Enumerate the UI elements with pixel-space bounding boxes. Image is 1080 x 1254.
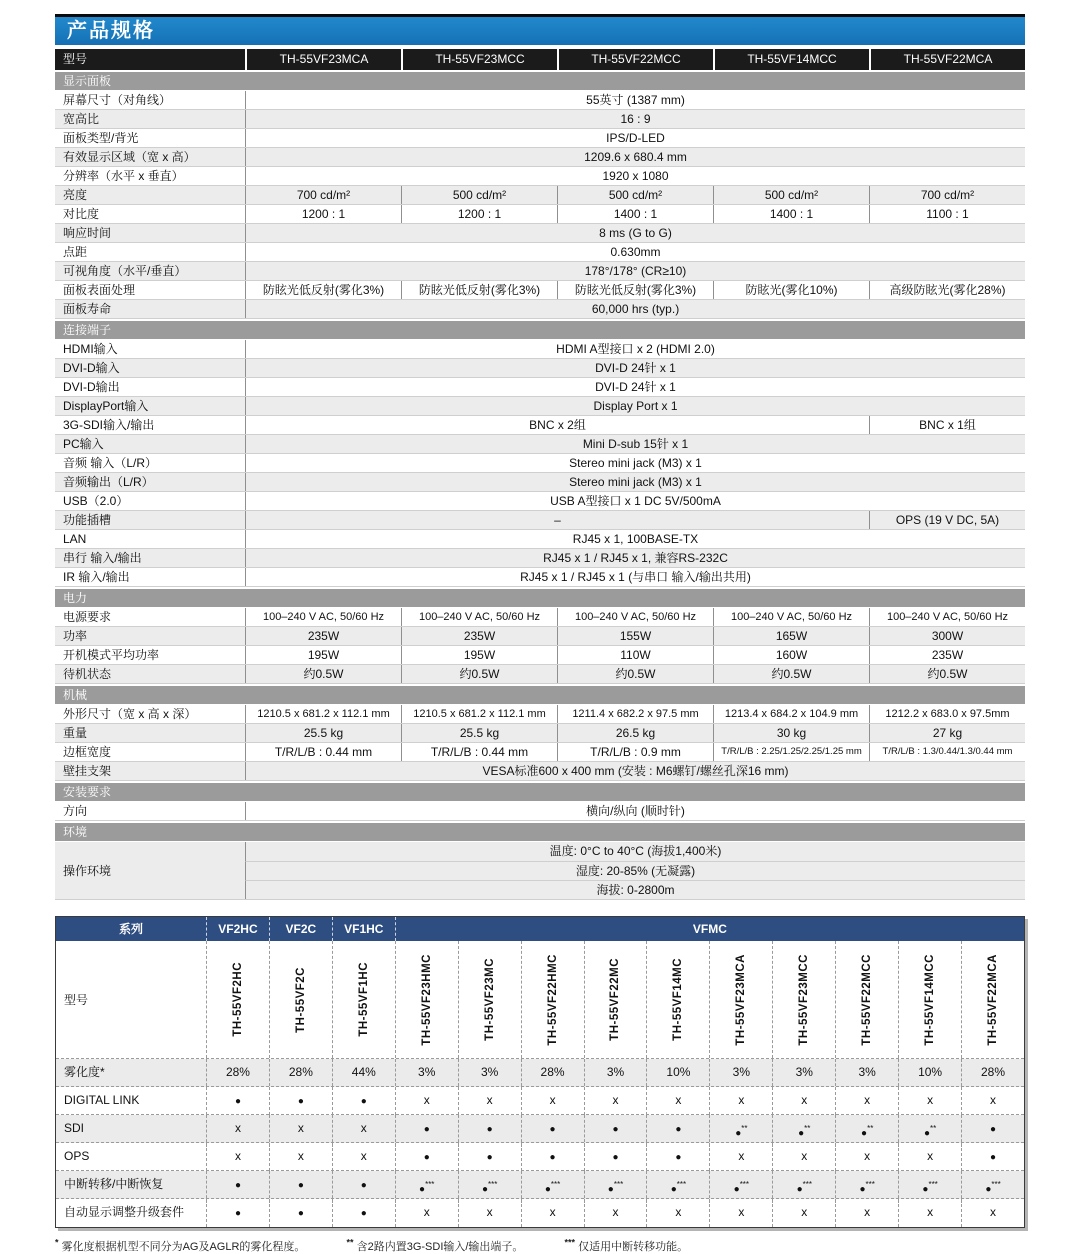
- spec-row-label: 3G-SDI输入/输出: [63, 418, 155, 432]
- series-model-cell: [835, 941, 898, 1058]
- feature-mark: ●: [269, 1199, 332, 1227]
- series-model-cell: [206, 941, 269, 1058]
- feature-mark: 44%: [332, 1059, 395, 1086]
- spec-row: [55, 359, 1025, 378]
- spec-row: [55, 340, 1025, 359]
- spec-row-label: 功率: [63, 629, 88, 643]
- series-table-body: [56, 1059, 1024, 1227]
- feature-row-label: OPS: [64, 1149, 90, 1163]
- feature-mark: ●***: [395, 1171, 458, 1203]
- feature-mark: x: [772, 1087, 835, 1115]
- model-header-cell: TH-55VF23MCC: [401, 49, 557, 70]
- feature-mark: x: [709, 1143, 772, 1171]
- spec-value: 高级防眩光(雾化28%): [869, 281, 1025, 299]
- spec-value: Stereo mini jack (M3) x 1: [245, 473, 1025, 491]
- spec-value: 100–240 V AC, 50/60 Hz: [713, 608, 869, 626]
- spec-value: 26.5 kg: [557, 724, 713, 742]
- spec-row: [55, 110, 1025, 129]
- series-model-cell: [961, 941, 1024, 1058]
- feature-mark: x: [835, 1199, 898, 1227]
- feature-mark: ●***: [584, 1171, 647, 1203]
- spec-row-label: 开机模式平均功率: [63, 648, 160, 662]
- spec-row: [55, 281, 1025, 300]
- feature-mark: x: [898, 1143, 961, 1171]
- spec-row: [55, 473, 1025, 492]
- feature-mark: 28%: [206, 1059, 269, 1086]
- page-title-banner: [55, 14, 1025, 45]
- feature-mark: x: [835, 1143, 898, 1171]
- feature-mark: ●: [646, 1143, 709, 1171]
- feature-mark: ●: [206, 1199, 269, 1227]
- feature-row-label: 中断转移/中断恢复: [64, 1177, 164, 1191]
- spec-value: BNC x 2组: [245, 416, 869, 434]
- spec-row: [55, 262, 1025, 281]
- spec-value: 1920 x 1080: [245, 167, 1025, 185]
- feature-row: [56, 1059, 1024, 1087]
- feature-mark: x: [961, 1199, 1024, 1227]
- feature-mark: ●: [521, 1115, 584, 1147]
- feature-row: [56, 1143, 1024, 1171]
- series-group-cell: VF1HC: [332, 917, 395, 941]
- spec-value: IPS/D-LED: [245, 129, 1025, 147]
- section-bar: 连接端子: [55, 321, 1025, 339]
- spec-row: [55, 435, 1025, 454]
- spec-value: RJ45 x 1 / RJ45 x 1 (与串口 输入/输出共用): [245, 568, 1025, 586]
- feature-mark: ●: [961, 1143, 1024, 1171]
- spec-row: [55, 378, 1025, 397]
- spec-value: 1200 : 1: [401, 205, 557, 223]
- feature-mark: x: [961, 1087, 1024, 1115]
- feature-mark: x: [584, 1199, 647, 1227]
- feature-mark: ●***: [961, 1171, 1024, 1203]
- model-name-vertical: TH-55VF23HMC: [420, 953, 433, 1046]
- feature-mark: x: [898, 1199, 961, 1227]
- spec-value: RJ45 x 1 / RJ45 x 1, 兼容RS-232C: [245, 549, 1025, 567]
- feature-mark: 10%: [646, 1059, 709, 1086]
- spec-value: 防眩光低反射(雾化3%): [401, 281, 557, 299]
- spec-value: 1210.5 x 681.2 x 112.1 mm: [401, 705, 557, 723]
- spec-value: 100–240 V AC, 50/60 Hz: [869, 608, 1025, 626]
- feature-mark: x: [521, 1087, 584, 1115]
- series-header-row: [56, 917, 1024, 941]
- section-bar: 机械: [55, 686, 1025, 704]
- series-model-cell: [709, 941, 772, 1058]
- spec-row-label: 重量: [63, 726, 88, 740]
- page-title: 产品规格: [67, 20, 155, 42]
- feature-mark: ●***: [898, 1171, 961, 1203]
- series-model-cell: [458, 941, 521, 1058]
- spec-value: 195W: [245, 646, 401, 664]
- spec-value: 195W: [401, 646, 557, 664]
- feature-mark: ●: [646, 1115, 709, 1147]
- feature-mark: x: [646, 1087, 709, 1115]
- feature-row: [56, 1115, 1024, 1143]
- feature-mark: x: [709, 1087, 772, 1115]
- spec-value: 约0.5W: [869, 665, 1025, 683]
- feature-mark: ●: [206, 1087, 269, 1115]
- feature-mark: 3%: [584, 1059, 647, 1086]
- feature-mark: 28%: [521, 1059, 584, 1086]
- feature-mark: 28%: [269, 1059, 332, 1086]
- spec-row-label: 面板表面处理: [63, 283, 136, 297]
- model-name-vertical: TH-55VF22HMC: [546, 953, 559, 1046]
- spec-table: [55, 49, 1025, 900]
- spec-row-label: 操作环境: [63, 863, 112, 878]
- spec-row-label: 外形尺寸（宽 x 高 x 深）: [63, 707, 197, 721]
- model-name-vertical: TH-55VF14MCC: [924, 953, 937, 1046]
- feature-mark: ●: [584, 1143, 647, 1171]
- spec-value: 1209.6 x 680.4 mm: [245, 148, 1025, 166]
- spec-value: 1211.4 x 682.2 x 97.5 mm: [557, 705, 713, 723]
- spec-value: 100–240 V AC, 50/60 Hz: [245, 608, 401, 626]
- spec-value: 178°/178° (CR≥10): [245, 262, 1025, 280]
- model-name-vertical: TH-55VF14MC: [672, 958, 685, 1041]
- spec-value: 1400 : 1: [713, 205, 869, 223]
- feature-mark: x: [521, 1199, 584, 1227]
- spec-row: [55, 300, 1025, 319]
- feature-mark: ●: [458, 1115, 521, 1147]
- feature-mark: 3%: [458, 1059, 521, 1086]
- model-header-cell: TH-55VF22MCC: [557, 49, 713, 70]
- spec-row-label: HDMI输入: [63, 342, 118, 356]
- feature-mark: ●: [206, 1171, 269, 1203]
- model-header-cell: TH-55VF22MCA: [869, 49, 1025, 70]
- series-model-row: [56, 941, 1024, 1059]
- spec-value: 100–240 V AC, 50/60 Hz: [557, 608, 713, 626]
- spec-row: [55, 167, 1025, 186]
- spec-row-label: 屏幕尺寸（对角线）: [63, 93, 172, 107]
- spec-value: 1213.4 x 684.2 x 104.9 mm: [713, 705, 869, 723]
- spec-value: 防眩光低反射(雾化3%): [245, 281, 401, 299]
- feature-mark: x: [835, 1087, 898, 1115]
- feature-row: [56, 1087, 1024, 1115]
- spec-row: [55, 224, 1025, 243]
- spec-value: 1212.2 x 683.0 x 97.5mm: [869, 705, 1025, 723]
- spec-subvalue: 湿度: 20-85% (无凝露): [245, 861, 1025, 880]
- series-model-cell: [584, 941, 647, 1058]
- feature-mark: x: [206, 1143, 269, 1171]
- spec-row: [55, 724, 1025, 743]
- section-bar: 电力: [55, 589, 1025, 607]
- spec-row: [55, 705, 1025, 724]
- feature-mark: ●**: [772, 1115, 835, 1147]
- feature-mark: ●: [584, 1115, 647, 1147]
- series-model-cell: [772, 941, 835, 1058]
- spec-row: [55, 530, 1025, 549]
- spec-value: 约0.5W: [401, 665, 557, 683]
- spec-value: 500 cd/m²: [557, 186, 713, 204]
- spec-value: T/R/L/B : 0.44 mm: [401, 743, 557, 761]
- feature-mark: x: [332, 1143, 395, 1171]
- series-group-cell: VF2HC: [206, 917, 269, 941]
- spec-row: [55, 186, 1025, 205]
- spec-value: 1210.5 x 681.2 x 112.1 mm: [245, 705, 401, 723]
- spec-row: [55, 205, 1025, 224]
- spec-row-label: DisplayPort输入: [63, 399, 149, 413]
- spec-value: 30 kg: [713, 724, 869, 742]
- feature-mark: ●: [269, 1171, 332, 1203]
- section-bar: 安装要求: [55, 783, 1025, 801]
- feature-mark: ●**: [898, 1115, 961, 1147]
- spec-value: 约0.5W: [245, 665, 401, 683]
- model-name-vertical: TH-55VF22MC: [609, 958, 622, 1041]
- model-name-vertical: TH-55VF2C: [294, 966, 307, 1033]
- feature-mark: ●: [961, 1115, 1024, 1147]
- spec-value: 1400 : 1: [557, 205, 713, 223]
- spec-row-label: 待机状态: [63, 667, 112, 681]
- spec-value: 155W: [557, 627, 713, 645]
- feature-row-label: 雾化度*: [64, 1065, 105, 1079]
- spec-value: Mini D-sub 15针 x 1: [245, 435, 1025, 453]
- feature-mark: ●**: [835, 1115, 898, 1147]
- spec-subvalue: 海拔: 0-2800m: [245, 880, 1025, 899]
- footnotes: [55, 1237, 1025, 1254]
- model-name-vertical: TH-55VF2HC: [231, 962, 244, 1037]
- feature-mark: x: [395, 1199, 458, 1227]
- feature-mark: x: [709, 1199, 772, 1227]
- spec-row-label: 边框宽度: [63, 745, 112, 759]
- series-model-cell: [898, 941, 961, 1058]
- spec-row: [55, 91, 1025, 110]
- feature-mark: x: [269, 1143, 332, 1171]
- feature-mark: ●: [332, 1087, 395, 1115]
- spec-subvalue: 温度: 0°C to 40°C (海拔1,400米): [245, 842, 1025, 861]
- series-header-label: 系列: [118, 922, 143, 936]
- spec-row-label: LAN: [63, 532, 87, 546]
- feature-mark: x: [772, 1143, 835, 1171]
- spec-row: [55, 397, 1025, 416]
- spec-row: [55, 148, 1025, 167]
- spec-value: 防眩光(雾化10%): [713, 281, 869, 299]
- spec-value: VESA标准600 x 400 mm (安装 : M6螺钉/螺丝孔深16 mm): [245, 762, 1025, 780]
- spec-row-label: 对比度: [63, 207, 100, 221]
- spec-value: DVI-D 24针 x 1: [245, 359, 1025, 377]
- spec-value: T/R/L/B : 0.9 mm: [557, 743, 713, 761]
- spec-row-label: 音频 输入（L/R）: [63, 456, 158, 470]
- spec-value: USB A型接口 x 1 DC 5V/500mA: [245, 492, 1025, 510]
- spec-value: DVI-D 24针 x 1: [245, 378, 1025, 396]
- spec-value: 25.5 kg: [245, 724, 401, 742]
- spec-value: 165W: [713, 627, 869, 645]
- spec-row-label: 壁挂支架: [63, 764, 112, 778]
- spec-row-label: 电源要求: [63, 610, 112, 624]
- spec-row: [55, 665, 1025, 684]
- spec-row-label: 有效显示区域（宽 x 高）: [63, 150, 196, 164]
- spec-value: T/R/L/B : 0.44 mm: [245, 743, 401, 761]
- spec-value: 55英寸 (1387 mm): [245, 91, 1025, 109]
- section-bar: 环境: [55, 823, 1025, 841]
- spec-row: [55, 129, 1025, 148]
- spec-row: [55, 762, 1025, 781]
- spec-value: 500 cd/m²: [713, 186, 869, 204]
- model-name-vertical: TH-55VF1HC: [357, 962, 370, 1037]
- spec-row: [55, 646, 1025, 665]
- feature-mark: ●**: [709, 1115, 772, 1147]
- model-name-vertical: TH-55VF23MCA: [735, 953, 748, 1046]
- spec-row: [55, 568, 1025, 587]
- spec-value: 约0.5W: [713, 665, 869, 683]
- spec-row: [55, 511, 1025, 530]
- spec-value: 60,000 hrs (typ.): [245, 300, 1025, 318]
- spec-value: 1100 : 1: [869, 205, 1025, 223]
- feature-row: [56, 1199, 1024, 1227]
- spec-row-label: 方向: [63, 804, 88, 818]
- feature-mark: 28%: [961, 1059, 1024, 1086]
- model-name-vertical: TH-55VF23MC: [483, 958, 496, 1041]
- feature-mark: 3%: [835, 1059, 898, 1086]
- model-header-cell: TH-55VF23MCA: [245, 49, 401, 70]
- feature-mark: 3%: [709, 1059, 772, 1086]
- spec-value: 110W: [557, 646, 713, 664]
- feature-mark: x: [646, 1199, 709, 1227]
- footnote-3: *** 仅适用中断转移功能。: [564, 1237, 689, 1253]
- feature-mark: x: [584, 1087, 647, 1115]
- spec-row-label: 功能插槽: [63, 513, 112, 527]
- model-name-vertical: TH-55VF22MCC: [861, 953, 874, 1046]
- feature-mark: 3%: [395, 1059, 458, 1086]
- spec-row-label: PC输入: [63, 437, 104, 451]
- spec-row: [55, 743, 1025, 762]
- spec-value: –: [245, 511, 869, 529]
- spec-row: [55, 608, 1025, 627]
- spec-table-body: [55, 72, 1025, 900]
- spec-row-label: 响应时间: [63, 226, 112, 240]
- spec-row-label: 面板类型/背光: [63, 131, 139, 145]
- spec-value: 235W: [245, 627, 401, 645]
- feature-mark: x: [458, 1199, 521, 1227]
- spec-row: [55, 549, 1025, 568]
- model-header-row: [55, 49, 1025, 70]
- feature-mark: ●: [395, 1143, 458, 1171]
- spec-value: 100–240 V AC, 50/60 Hz: [401, 608, 557, 626]
- feature-mark: ●***: [772, 1171, 835, 1203]
- feature-mark: 3%: [772, 1059, 835, 1086]
- spec-row-label: 可视角度（水平/垂直）: [63, 264, 187, 278]
- spec-row-label: 宽高比: [63, 112, 100, 126]
- spec-row-label: IR 输入/输出: [63, 570, 130, 584]
- feature-mark: ●***: [458, 1171, 521, 1203]
- spec-value: 8 ms (G to G): [245, 224, 1025, 242]
- feature-mark: ●: [521, 1143, 584, 1171]
- spec-value: 约0.5W: [557, 665, 713, 683]
- spec-value: BNC x 1组: [869, 416, 1025, 434]
- section-bar: 显示面板: [55, 72, 1025, 90]
- spec-value: OPS (19 V DC, 5A): [869, 511, 1025, 529]
- spec-row-label: 音频输出（L/R）: [63, 475, 154, 489]
- spec-row: [55, 454, 1025, 473]
- feature-mark: ●: [458, 1143, 521, 1171]
- spec-row: [55, 492, 1025, 511]
- spec-value: 1200 : 1: [245, 205, 401, 223]
- spec-value: 500 cd/m²: [401, 186, 557, 204]
- feature-mark: x: [458, 1087, 521, 1115]
- spec-value: 700 cd/m²: [869, 186, 1025, 204]
- series-model-cell: [269, 941, 332, 1058]
- series-model-label: 型号: [64, 993, 89, 1007]
- spec-value: 300W: [869, 627, 1025, 645]
- feature-row: [56, 1171, 1024, 1199]
- feature-mark: ●: [395, 1115, 458, 1147]
- spec-value: 700 cd/m²: [245, 186, 401, 204]
- spec-row-label: DVI-D输出: [63, 380, 120, 394]
- series-group-cell: VF2C: [269, 917, 332, 941]
- feature-mark: ●***: [835, 1171, 898, 1203]
- spec-value: 27 kg: [869, 724, 1025, 742]
- series-model-cell: [332, 941, 395, 1058]
- spec-row-label: 串行 输入/输出: [63, 551, 142, 565]
- spec-row: [55, 842, 1025, 900]
- feature-mark: x: [898, 1087, 961, 1115]
- spec-row-label: 面板寿命: [63, 302, 112, 316]
- spec-row-label: 分辨率（水平 x 垂直）: [63, 169, 184, 183]
- spec-row: [55, 627, 1025, 646]
- feature-mark: ●: [269, 1087, 332, 1115]
- spec-row-label: USB（2.0）: [63, 494, 129, 508]
- feature-mark: ●***: [521, 1171, 584, 1203]
- page-content: [55, 14, 1025, 1254]
- model-name-vertical: TH-55VF22MCA: [987, 953, 1000, 1046]
- model-header-label: 型号: [55, 49, 245, 70]
- feature-row-label: 自动显示调整升级套件: [64, 1205, 185, 1219]
- feature-mark: x: [772, 1199, 835, 1227]
- series-model-cell: [521, 941, 584, 1058]
- series-table: [55, 916, 1025, 1228]
- spec-value: Stereo mini jack (M3) x 1: [245, 454, 1025, 472]
- spec-value: 160W: [713, 646, 869, 664]
- spec-value: 防眩光低反射(雾化3%): [557, 281, 713, 299]
- spec-value: 25.5 kg: [401, 724, 557, 742]
- footnote-1: * 雾化度根据机型不同分为AG及AGLR的雾化程度。: [55, 1237, 306, 1253]
- series-group-cell: VFMC: [395, 917, 1024, 941]
- spec-value: T/R/L/B : 1.3/0.44/1.3/0.44 mm: [869, 743, 1025, 761]
- spec-row: [55, 243, 1025, 262]
- spec-value: T/R/L/B : 2.25/1.25/2.25/1.25 mm: [713, 743, 869, 761]
- feature-mark: x: [395, 1087, 458, 1115]
- feature-mark: x: [332, 1115, 395, 1147]
- spec-row-label: 点距: [63, 245, 88, 259]
- feature-mark: ●***: [646, 1171, 709, 1203]
- spec-value: HDMI A型接口 x 2 (HDMI 2.0): [245, 340, 1025, 358]
- model-header-cell: TH-55VF14MCC: [713, 49, 869, 70]
- spec-row-label: 亮度: [63, 188, 88, 202]
- feature-mark: x: [206, 1115, 269, 1147]
- spec-value: 235W: [401, 627, 557, 645]
- footnote-2: ** 含2路内置3G-SDI输入/输出端子。: [346, 1237, 524, 1253]
- feature-row-label: DIGITAL LINK: [64, 1093, 140, 1107]
- feature-mark: ●***: [709, 1171, 772, 1203]
- feature-row-label: SDI: [64, 1121, 85, 1135]
- spec-value: 16 : 9: [245, 110, 1025, 128]
- spec-row-label: DVI-D输入: [63, 361, 120, 375]
- model-name-vertical: TH-55VF23MCC: [798, 953, 811, 1046]
- spec-value: 0.630mm: [245, 243, 1025, 261]
- series-model-cell: [646, 941, 709, 1058]
- spec-value: RJ45 x 1, 100BASE-TX: [245, 530, 1025, 548]
- spec-value: 横向/纵向 (顺时针): [245, 802, 1025, 820]
- series-model-cell: [395, 941, 458, 1058]
- feature-mark: ●: [332, 1171, 395, 1203]
- feature-mark: x: [269, 1115, 332, 1147]
- spec-value: 235W: [869, 646, 1025, 664]
- feature-mark: 10%: [898, 1059, 961, 1086]
- spec-row: [55, 802, 1025, 821]
- feature-mark: ●: [332, 1199, 395, 1227]
- spec-row: [55, 416, 1025, 435]
- spec-value: Display Port x 1: [245, 397, 1025, 415]
